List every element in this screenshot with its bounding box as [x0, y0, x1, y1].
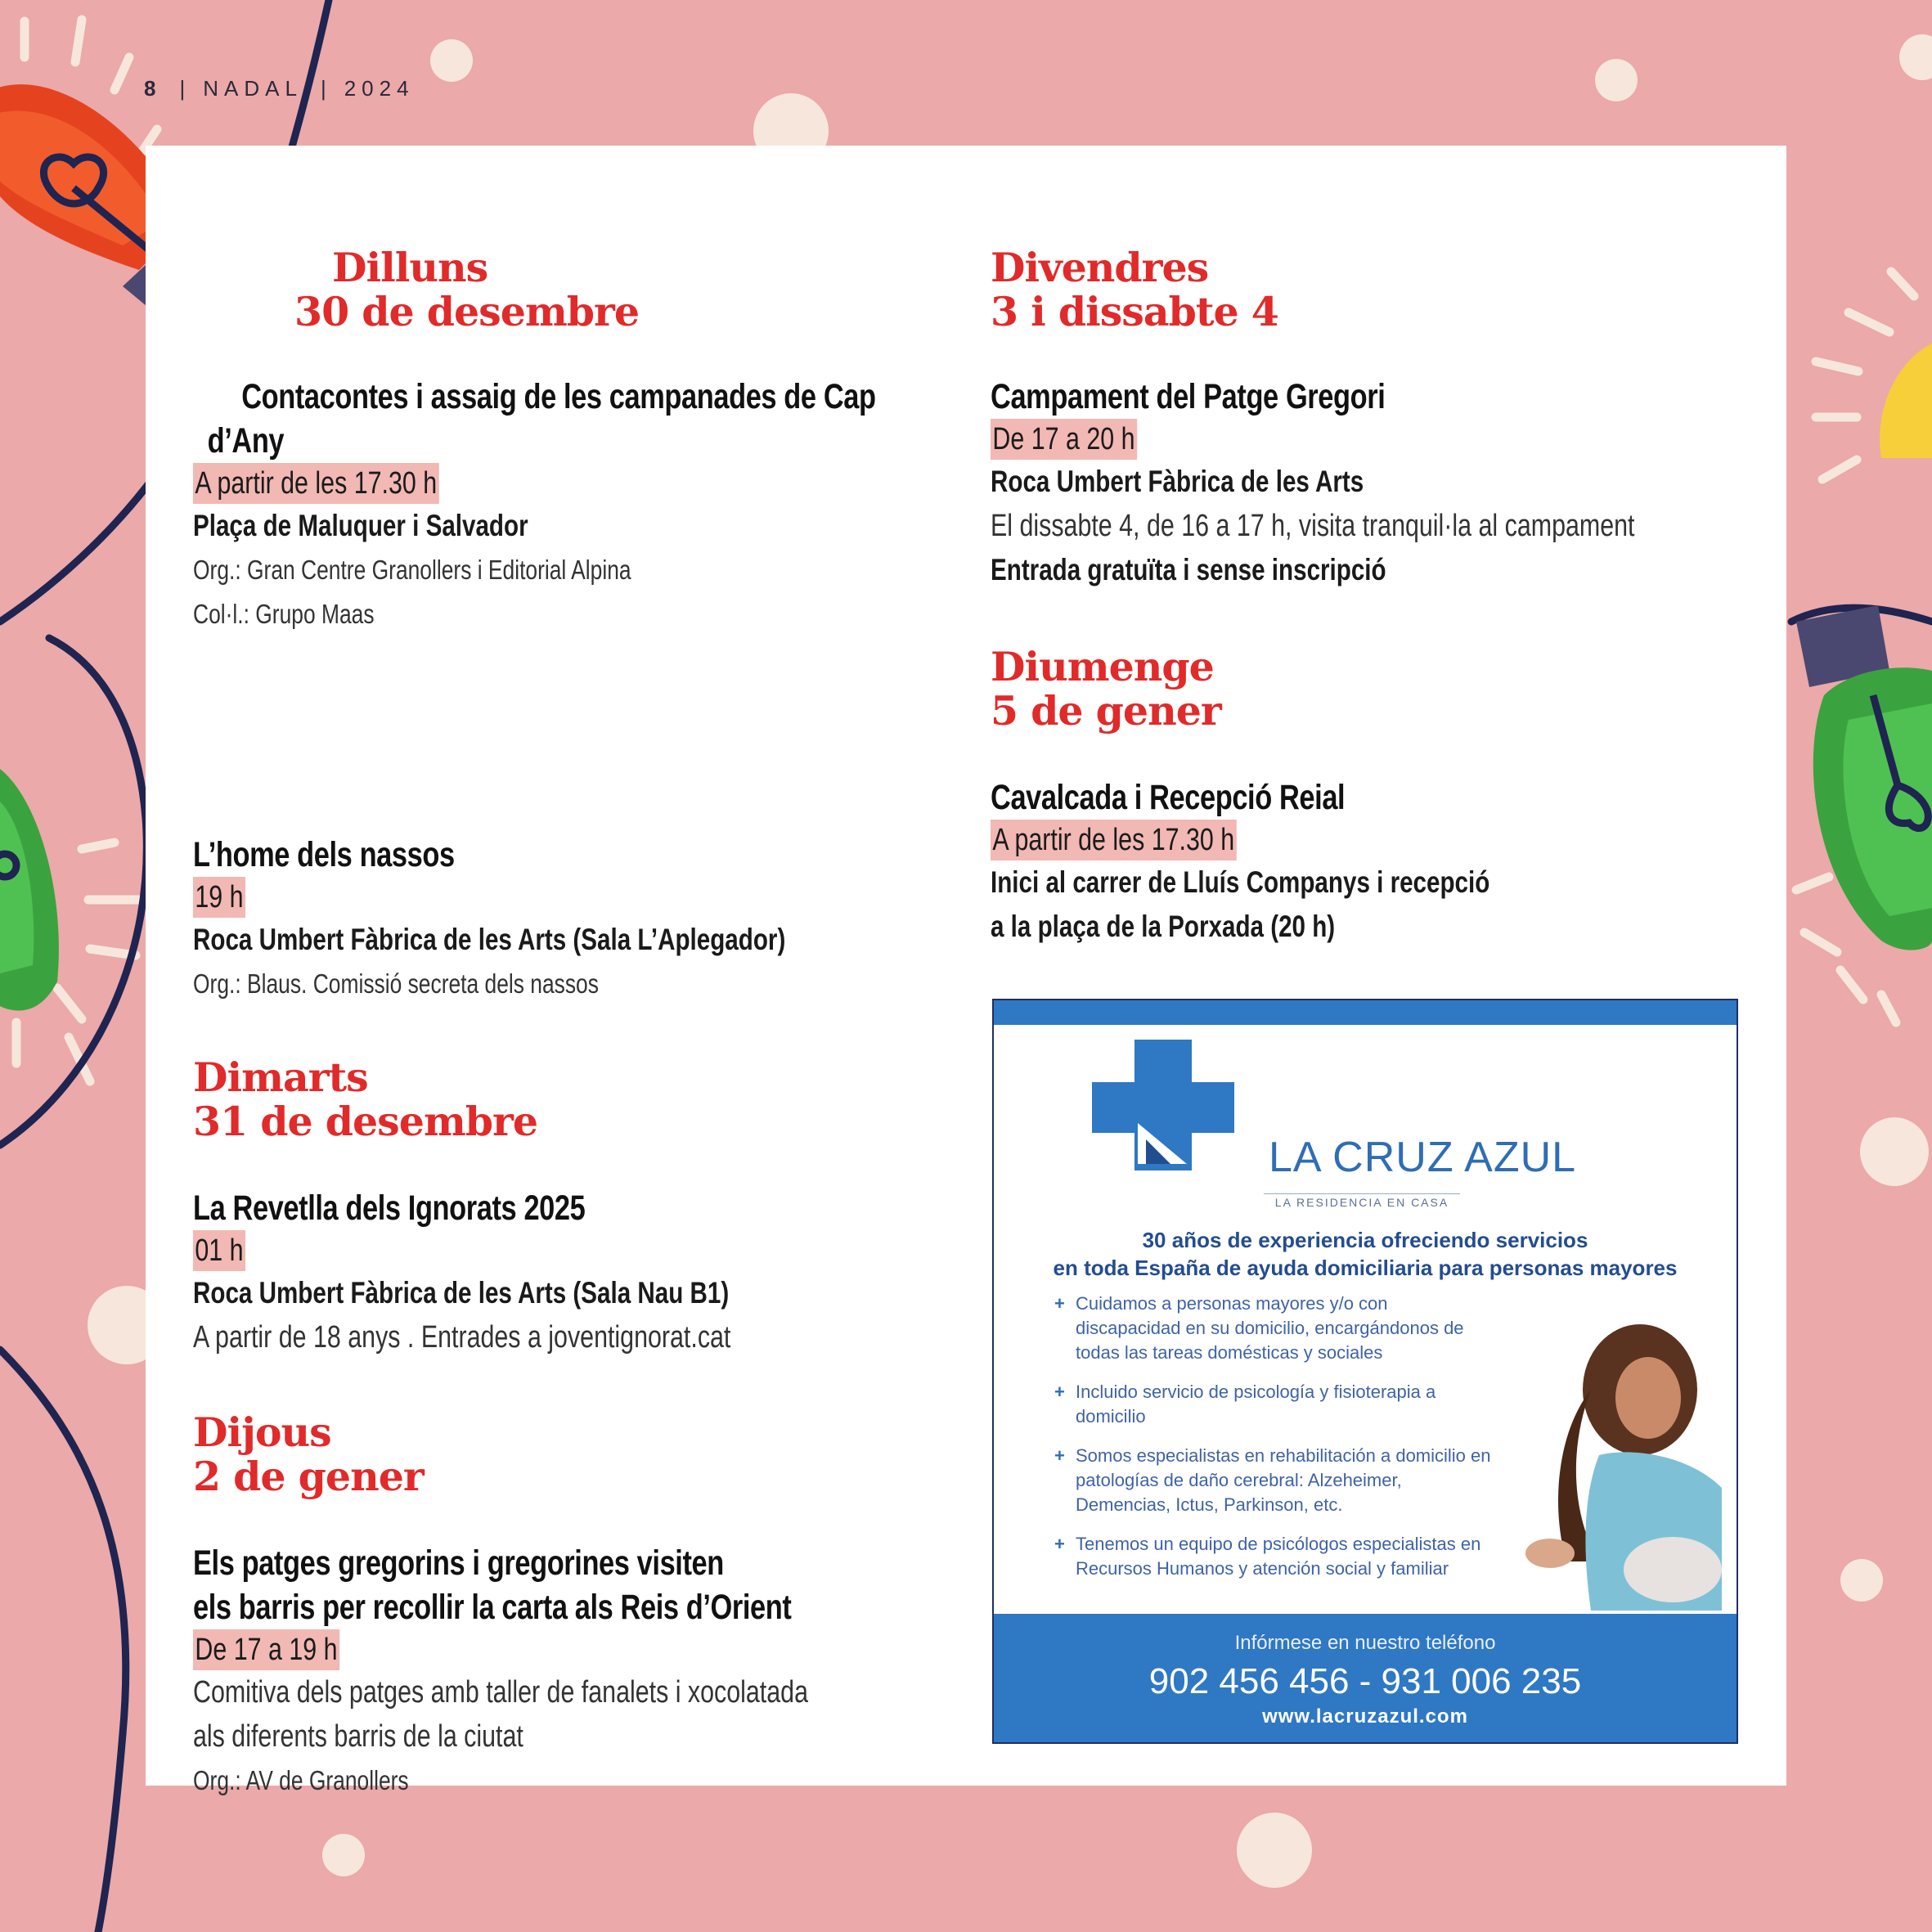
event-campament-patge-gregori: [991, 375, 1795, 592]
day-date: 3 i dissabte 4: [991, 288, 1278, 335]
event-title: La Revetlla dels Ignorats 2025: [193, 1188, 586, 1228]
ad-phone-numbers: 902 456 456 - 931 006 235: [1148, 1661, 1582, 1701]
event-title: Els patges gregorins i gregorines visiten: [193, 1543, 724, 1583]
event-title-cont: els barris per recollir la carta als Reis d’Orient: [193, 1588, 792, 1627]
event-note: A partir de 18 anys . Entrades a joventignorat.cat: [193, 1320, 731, 1355]
header-separator-2: |: [320, 76, 326, 101]
event-title: Campament del Patge Gregori: [991, 377, 1386, 416]
ad-brand: LA CRUZ AZUL: [1269, 1134, 1577, 1181]
ad-website: www.lacruzazul.com: [1262, 1705, 1468, 1728]
page-number: 8: [144, 76, 162, 101]
event-place: Plaça de Maluquer i Salvador: [193, 509, 528, 542]
event-contacontes: [193, 375, 1046, 636]
event-patges-gregorins: [193, 1541, 962, 1803]
day-date: 30 de desembre: [294, 288, 640, 335]
green-bulb-icon: [0, 769, 59, 1011]
day-name: Dimarts: [193, 1054, 368, 1101]
yellow-bulb-icon: [1880, 344, 1932, 458]
day-heading-dilluns: [193, 245, 639, 334]
header-section: NADAL: [203, 76, 303, 101]
event-time: De 17 a 19 h: [193, 1629, 339, 1670]
ad-contact-bar: [994, 1614, 1737, 1742]
event-time: A partir de les 17.30 h: [193, 463, 439, 504]
event-time: De 17 a 20 h: [991, 419, 1137, 460]
page-header: [144, 76, 415, 101]
content-sheet: [146, 146, 1786, 1795]
event-time: 19 h: [193, 877, 245, 918]
header-year: 2024: [344, 76, 415, 101]
green-bulb-right-icon: [1796, 605, 1932, 950]
day-date: 2 de gener: [193, 1453, 424, 1500]
event-title-cont: d’Any: [207, 421, 285, 461]
event-note: El dissabte 4, de 16 a 17 h, visita tranquil·la al campament: [991, 509, 1635, 543]
day-heading-diumenge: [991, 645, 1221, 733]
ad-service-item: + Tenemos un equipo de psicólogos especialistas en Recursos Humanos y atención social y familiar: [1054, 1532, 1496, 1581]
event-place: Roca Umbert Fàbrica de les Arts: [991, 465, 1364, 498]
event-time: 01 h: [193, 1230, 245, 1271]
event-note: Comitiva dels patges amb taller de fanalets i xocolatada: [193, 1675, 808, 1710]
event-revetlla-ignorats: [193, 1186, 865, 1359]
event-title: Contacontes i assaig de les campanades de Cap: [241, 377, 876, 416]
event-place-cont: a la plaça de la Porxada (20 h): [991, 910, 1336, 943]
ad-lead-line: 30 años de experiencia ofreciendo servicios: [1142, 1228, 1588, 1252]
ad-info: Infórmese en nuestro teléfono: [1234, 1632, 1496, 1654]
day-name: Dijous: [193, 1409, 331, 1456]
day-date: 31 de desembre: [193, 1098, 538, 1145]
ad-services-list: [1054, 1292, 1496, 1596]
day-name: Diumenge: [991, 643, 1214, 690]
day-name: Dilluns: [332, 244, 488, 291]
event-title: L’home dels nassos: [193, 835, 455, 874]
header-separator: |: [179, 76, 186, 101]
ad-service-item: + Cuidamos a personas mayores y/o con discapacidad en su domicilio, encargándonos de todas las tareas domésticas y sociales: [1054, 1292, 1496, 1365]
day-heading-dijous: [193, 1410, 424, 1498]
ad-lead-line-2: en toda España de ayuda domiciliaria para personas mayores: [1053, 1256, 1678, 1280]
ad-lead: [994, 1226, 1737, 1282]
event-place: Roca Umbert Fàbrica de les Arts (Sala Nau B1): [193, 1276, 730, 1310]
day-date: 5 de gener: [991, 687, 1221, 735]
event-place: Roca Umbert Fàbrica de les Arts (Sala L’Aplegador): [193, 923, 786, 956]
ad-top-bar: [994, 1000, 1737, 1025]
event-place: Inici al carrer de Lluís Companys i recepció: [991, 865, 1490, 899]
ad-service-item: + Somos especialistas en rehabilitación a domicilio en patologías de daño cerebral: Alzeheimer, Demencias, Ictus, Parkinson, etc.: [1054, 1444, 1496, 1517]
day-heading-dimarts: [193, 1055, 537, 1143]
advertisement-la-cruz-azul: [992, 999, 1738, 1744]
event-organizer: Org.: Blaus. Comissió secreta dels nassos: [193, 968, 599, 999]
cross-corner-icon: [1138, 1123, 1187, 1164]
day-name: Divendres: [991, 244, 1209, 291]
event-time: A partir de les 17.30 h: [991, 820, 1237, 860]
event-home-dels-nassos: [193, 833, 933, 1006]
caregiver-photo: [1517, 1292, 1730, 1611]
event-entry: Entrada gratuïta i sense inscripció: [991, 553, 1386, 586]
event-organizer: Org.: AV de Granollers: [193, 1765, 409, 1795]
event-collaborator: Col·l.: Grupo Maas: [193, 599, 375, 629]
event-title: Cavalcada i Recepció Reial: [991, 778, 1346, 817]
ad-tagline: LA RESIDENCIA EN CASA: [1264, 1193, 1460, 1209]
event-cavalcada: [991, 775, 1615, 949]
event-organizer: Org.: Gran Centre Granollers i Editorial Alpina: [193, 555, 631, 585]
ad-service-item: + Incluido servicio de psicología y fisioterapia a domicilio: [1054, 1380, 1496, 1429]
day-heading-divendres: [991, 245, 1278, 334]
event-note-cont: als diferents barris de la ciutat: [193, 1719, 523, 1754]
